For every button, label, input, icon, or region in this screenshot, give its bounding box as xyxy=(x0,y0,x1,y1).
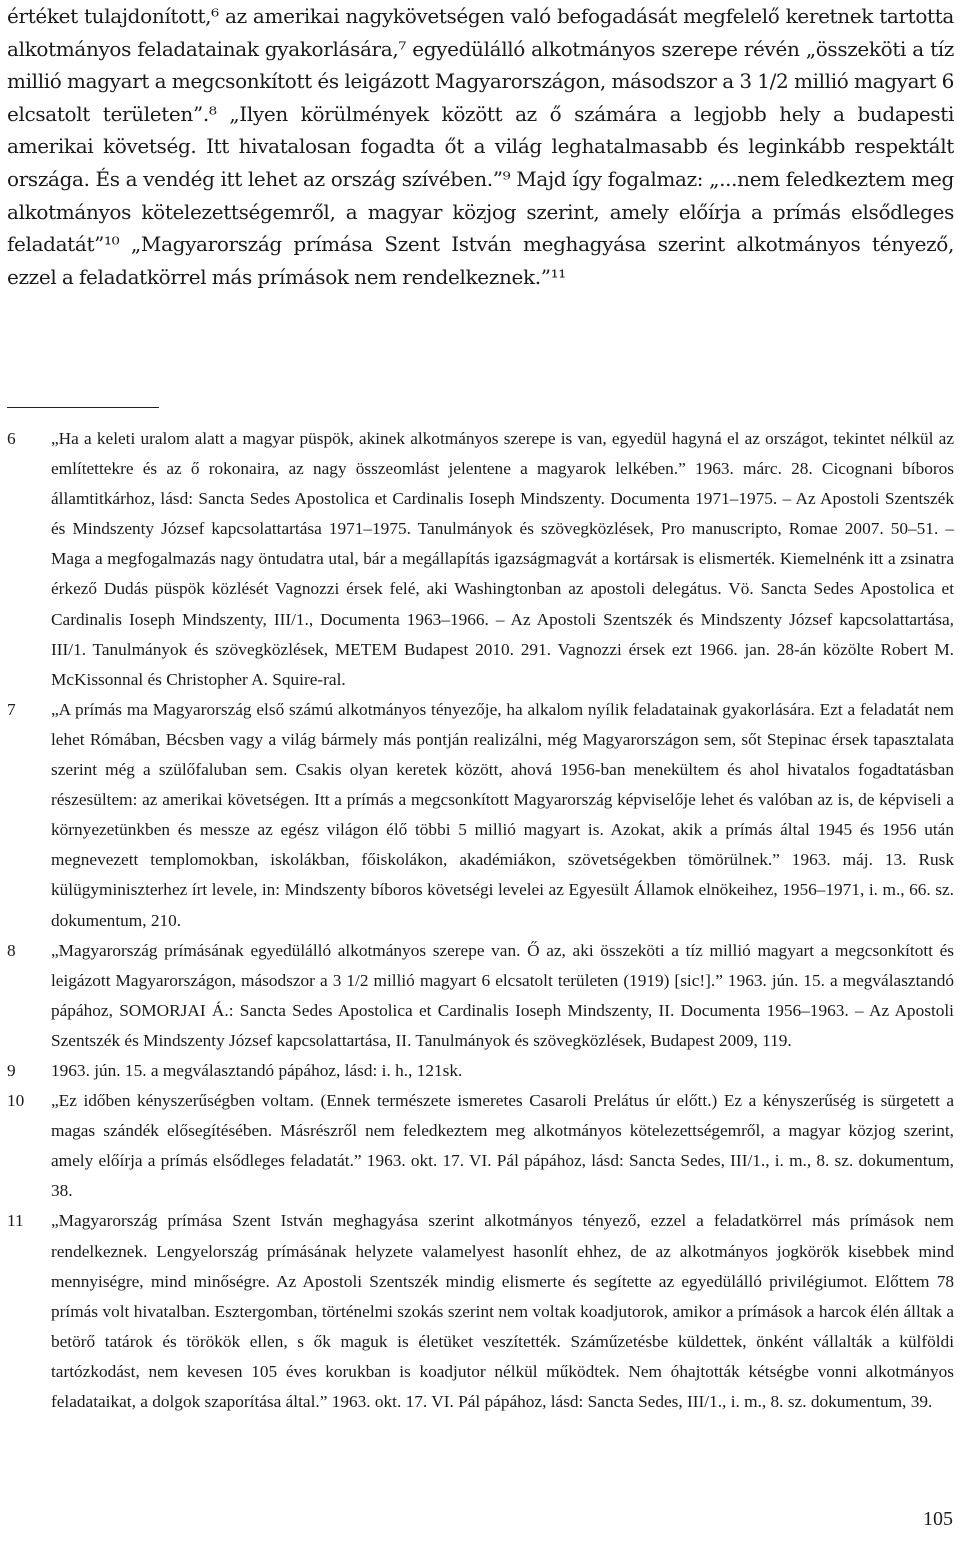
footnote-number: 11 xyxy=(7,1211,24,1231)
footnote-8 xyxy=(7,936,954,1056)
body-paragraph xyxy=(7,0,954,293)
footnote-text: 1963. jún. 15. a megválasztandó pápához, lásd: i. h., 121sk. xyxy=(51,1060,463,1080)
footnote-11 xyxy=(7,1206,954,1417)
footnote-7 xyxy=(7,695,954,936)
footnotes xyxy=(7,424,954,1417)
footnote-10 xyxy=(7,1086,954,1206)
footnote-6 xyxy=(7,424,954,695)
footnote-9 xyxy=(7,1056,954,1086)
page-number: 105 xyxy=(923,1508,953,1530)
main-text: értéket tulajdonított,⁶ az amerikai nagykövetségen való befogadását megfelelő keretnek tartotta alkotmányos feladatainak gyakorlására,⁷ egyedülálló alkotmányos szerepe révén „összeköti a tíz millió magyart a megcsonkított és leigázott Magyarországon, másodszor a 3 1/2 millió magyart 6 elcsatolt területen”.⁸ „Ilyen körülmények között az ő számára a legjobb hely a budapesti amerikai követség. Itt hivatalosan fogadta őt a világ leghatalmasabb és leginkább respektált országa. És a vendég itt lehet az ország szívében.”⁹ Majd így fogalmaz: „...nem feledkeztem meg alkotmányos kötelezettségemről, a magyar közjog szerint, amely előírja a prímás elsődleges feladatát”¹⁰ „Magyarország prímása Szent István meghagyása szerint alkotmányos tényező, ezzel a feladatkörrel más prímások nem rendelkeznek.”¹¹ xyxy=(7,4,954,289)
footnote-number: 6 xyxy=(7,429,16,448)
footnote-text: „Magyarország prímása Szent István meghagyása szerint alkotmányos tényező, ezzel a feladatkörrel más prímások nem rendelkeznek. Lengyelország prímásának helyzete valamelyest hasonlít ehhez, de az alkotmányos jogkörök kisebbek mind mennyiségre, mind minőségre. Az Apostoli Szentszék mindig elismerte és segítette az egyedülálló privilégiumot. Előttem 78 prímás volt hivatalban. Esztergomban, történelmi szokás szerint nem voltak koadjutorok, amikor a prímások a harcok élén álltak a betörő tatárok és törökök ellen, s ők maguk is életüket veszítették. Száműzetésbe küldettek, önként vállalták a külföldi tartózkodást, nem kevesen 105 éves korukban is koadjutor nélkül működtek. Nem óhajtották kétségbe vonni alkotmányos feladataikat, a dolgok szaporítása által.” 1963. okt. 17. VI. Pál pápához, lásd: Sancta Sedes, III/1., i. m., 8. sz. dokumentum, 39. xyxy=(51,1211,954,1411)
footnote-text: „Magyarország prímásának egyedülálló alkotmányos szerepe van. Ő az, aki összeköti a tíz millió magyart a megcsonkított és leigázott Magyarországon, másodszor a 3 1/2 millió magyart 6 elcsatolt területen (1919) [sic!].” 1963. jún. 15. a megválasztandó pápához, SOMORJAI Á.: Sancta Sedes Apostolica et Cardinalis Ioseph Mindszenty, II. Documenta 1956–1963. – Az Apostoli Szentszék és Mindszenty József kapcsolattartása, II. Tanulmányok és szövegközlések, Budapest 2009, 119. xyxy=(51,940,954,1050)
footnote-separator xyxy=(7,407,159,408)
footnote-text: „Ha a keleti uralom alatt a magyar püspök, akinek alkotmányos szerepe is van, egyedül hagyná el az országot, tekintet nélkül az említettekre és az ő rokonaira, az nagy összeomlást jelentene a magyarok lelkében.” 1963. márc. 28. Cicognani bíboros államtitkárhoz, lásd: Sancta Sedes Apostolica et Cardinalis Ioseph Mindszenty. Documenta 1971–1975. – Az Apostoli Szentszék és Mindszenty József kapcsolattartása 1971–1975. Tanulmányok és szövegközlések, Pro manuscripto, Romae 2007. 50–51. – Maga a megfogalmazás nagy öntudatra utal, bár a megállapítás igazságmagvát a kortársak is elismerték. Kiemelnénk itt a zsinatra érkező Dudás püspök közlését Vagnozzi érsek felé, aki Washingtonban az apostoli delegátus. Vö. Sancta Sedes Apostolica et Cardinalis Ioseph Mindszenty, III/1., Documenta 1963–1966. – Az Apostoli Szentszék és Mindszenty József kapcsolattartása, III/1. Tanulmányok és szövegközlések, METEM Budapest 2010. 291. Vagnozzi érsek ezt 1966. jan. 28-án közölte Robert M. McKissonnal és Christopher A. Squire-ral. xyxy=(51,429,954,689)
footnote-text: „Ez időben kényszerűségben voltam. (Ennek természete ismeretes Casaroli Prelátus úr előtt.) Ez a kényszerűség is sürgetett a magas szándék elősegítésében. Másrészről nem feledkeztem meg alkotmányos kötelezettségemről, a magyar közjog szerint, amely előírja a prímás elsődleges feladatát.” 1963. okt. 17. VI. Pál pápához, lásd: Sancta Sedes, III/1., i. m., 8. sz. dokumentum, 38. xyxy=(51,1091,954,1201)
footnote-text: „A prímás ma Magyarország első számú alkotmányos tényezője, ha alkalom nyílik feladatainak gyakorlására. Ezt a feladatát nem lehet Rómában, Bécsben vagy a világ bármely más pontján realizálni, még Magyarországon sem, sőt Stepinac érsek tapasztalata szerint még a szülőfaluban sem. Csakis olyan keretek között, ahová 1956-ban menekültem és ahol hivatalos fogadtatásban részesültem: az amerikai követségen. Itt a prímás a megcsonkított Magyarország képviselője lehet és valóban az is, de képviseli a környezetünkben és messze az egész világon élő többi 5 millió magyart is. Azokat, akik a prímás által 1945 és 1956 után megnevezett templomokban, iskolákban, főiskolákon, akadémiákon, szövetségekben tömörülnek.” 1963. máj. 13. Rusk külügyminiszterhez írt levele, in: Mindszenty bíboros követségi levelei az Egyesült Államok elnökeihez, 1956–1971, i. m., 66. sz. dokumentum, 210. xyxy=(51,699,954,930)
footnote-number: 7 xyxy=(7,699,16,719)
footnote-number: 9 xyxy=(7,1060,16,1080)
footnote-number: 10 xyxy=(7,1091,25,1111)
footnote-number: 8 xyxy=(7,940,16,960)
